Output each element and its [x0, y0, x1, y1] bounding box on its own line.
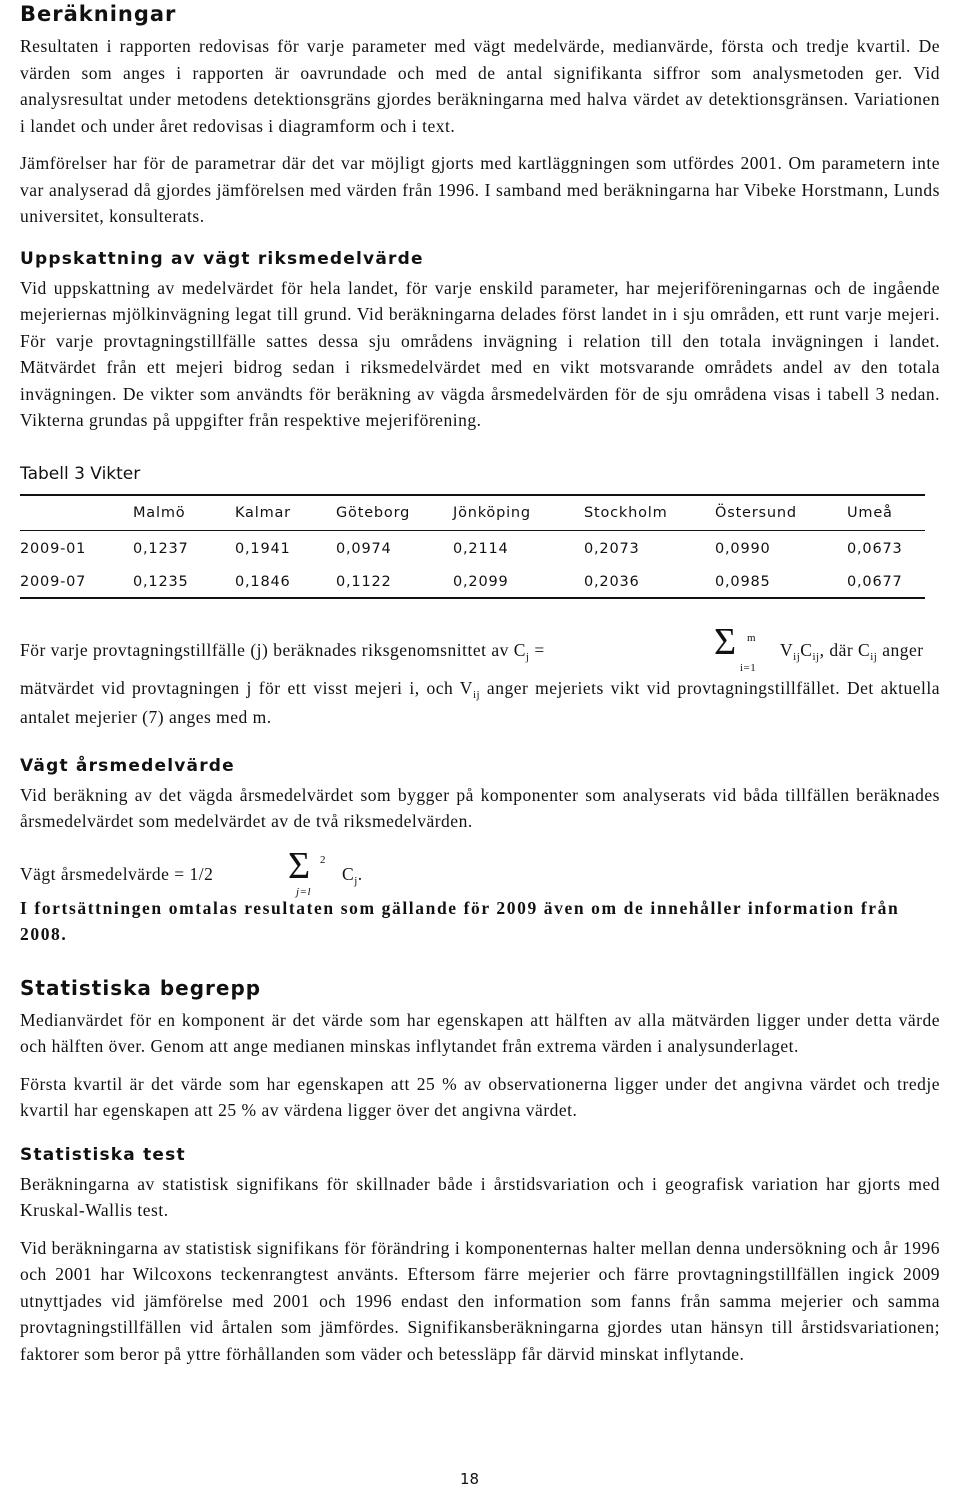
header-cell: Stockholm	[584, 504, 668, 521]
table-cell: 0,2114	[453, 540, 509, 557]
document-page	[20, 0, 940, 1367]
heading-weighted-annual-mean: Vägt årsmedelvärde	[20, 755, 235, 776]
table-cell: 2009-07	[20, 573, 87, 590]
table-cell: 0,0974	[336, 540, 392, 557]
formula-national-average	[20, 620, 940, 674]
table-cell: 0,0677	[847, 573, 903, 590]
header-cell	[20, 495, 133, 531]
sum2-upper-limit: 2	[320, 853, 326, 866]
table-row	[20, 530, 925, 567]
table-cell: 0,1846	[235, 573, 291, 590]
table-cell: 2009-01	[20, 540, 87, 557]
header-cell: Kalmar	[235, 504, 291, 521]
heading-statistical-concepts: Statistiska begrepp	[20, 975, 262, 1000]
formula1-terms: $V_{ij}C_{ij}$, där $C_{ij}$ anger	[780, 639, 924, 663]
header-cell: Malmö	[133, 504, 186, 521]
header-cell: Östersund	[715, 504, 797, 521]
table-cell: 0,2073	[584, 540, 640, 557]
paragraph-annual-mean: Vid beräkning av det vägda årsmedelvärdet som bygger på komponenter som analyserats vid båda tillfällen beräknades årsmedelvärdet som medelvärdet av de två riksmedelvärden.	[20, 784, 940, 831]
sum-lower-limit: i=1	[740, 661, 757, 674]
summation-symbol: Σ	[714, 620, 737, 663]
table-row	[20, 567, 925, 598]
table-header-row	[20, 495, 925, 531]
header-cell: Jönköping	[453, 504, 531, 521]
table-cell: 0,2099	[453, 573, 509, 590]
paragraph-kruskal-wallis: Beräkningarna av statistisk signifikans för skillnader både i årstidsvariation och i geografisk variation har gjorts med Kruskal-Wallis test.	[20, 1173, 940, 1220]
paragraph-results: Resultaten i rapporten redovisas för varje parameter med vägt medelvärde, medianvärde, första och tredje kvartil. De värden som anges i rapporten är oavrundade och med de antal signifikanta siffror som analysmetoden ger. Vid analysresultat under metodens detektionsgräns gjordes beräkningarna med halva värdet av detektionsgränsen. Variationen i landet och under året redovisas i diagramform och i text.	[20, 36, 940, 136]
paragraph-wilcoxon: Vid beräkningarna av statistisk signifikans för förändring i komponenternas halter mellan denna undersökning och år 1996 och 2001 har Wilcoxons teckenrangtest använts. Eftersom färre mejerier och färre provtagningstillfällen ingick 2009 utnyttjades vid jämförelse med 2001 och 1996 endast den information som fanns från samma mejerier och samma provtagningstillfällen vid årtalen som jämfördes. Signifikansberäkningarna gjordes utan hänsyn till årstidsvariationen; faktorer som beror på yttre förhållanden som väder och betessläpp får därvid minskat inflytande.	[20, 1237, 940, 1364]
table-cell: 0,0990	[715, 540, 771, 557]
paragraph-comparisons: Jämförelser har för de parametrar där det var möjligt gjorts med kartläggningen som utfördes 2001. Om parametern inte var analyserad då gjordes jämförelsen med värden från 1996. I samband med beräkningarna har Vibeke Horstmann, Lunds universitet, konsulterats.	[20, 153, 940, 226]
paragraph-median: Medianvärdet för en komponent är det värde som har egenskapen att hälften av alla mätvärden ligger under detta värde och hälften över. Genom att ange medianen minskas inflytandet från extrema värden i analysunderlaget.	[20, 1009, 940, 1056]
table-cell: 0,1237	[133, 540, 189, 557]
sum-upper-limit: m	[747, 631, 757, 644]
heading-weighted-national-mean: Uppskattning av vägt riksmedelvärde	[20, 248, 424, 269]
table-cell: 0,1122	[336, 573, 392, 590]
table-cell: 0,0673	[847, 540, 903, 557]
formula1-lead: För varje provtagningstillfälle (j) beräknades riksgenomsnittet av $C_j$ =	[20, 639, 545, 663]
weights-table	[20, 494, 925, 599]
heading-statistical-tests: Statistiska test	[20, 1144, 186, 1165]
table-cell: 0,0985	[715, 573, 771, 590]
header-cell: Göteborg	[336, 504, 411, 521]
summation-symbol-2: Σ	[288, 844, 311, 887]
paragraph-estimation: Vid uppskattning av medelvärdet för hela landet, för varje enskild parameter, har mejeriföreningarnas och de ingående mejeriernas mjölkinvägning legat till grund. Vid beräkningarna delades först landet in i sju områden, ett runt varje mejeri. För varje provtagningstillfälle sattes dessa sju områdens invägning i relation till den totala invägningen i landet. Mätvärdet från ett mejeri bidrog sedan i riksmedelvärdet med en vikt motsvarande områdets andel av den totala invägningen. De vikter som användts för beräkning av vägda årsmedelvärden för de sju områdena visas i tabell 3 nedan. Vikterna grundas på uppgifter från respektive mejeriförening.	[20, 277, 940, 430]
table-title: Tabell 3 Vikter	[20, 463, 141, 484]
table-cell: 0,1941	[235, 540, 291, 557]
heading-berakningar: Beräkningar	[20, 2, 177, 26]
header-cell: Umeå	[847, 504, 893, 521]
formula2-lead: Vägt årsmedelvärde = 1/2	[20, 863, 214, 884]
paragraph-formula-explanation: mätvärdet vid provtagningen j för ett visst mejeri i, och $V_{ij}$ anger mejeriets vikt vid provtagningstillfället. Det aktuella antalet mejerier (7) anges med m.	[20, 677, 940, 727]
table-cell: 0,1235	[133, 573, 189, 590]
formula-annual-mean	[20, 844, 940, 898]
paragraph-quartiles: Första kvartil är det värde som har egenskapen att 25 % av observationerna ligger under det angivna värdet och tredje kvartil har egenskapen att 25 % av värdena ligger över det angivna värdet.	[20, 1073, 940, 1120]
table-cell: 0,2036	[584, 573, 640, 590]
formula2-terms: $C_j$.	[342, 863, 363, 887]
page-number: 18	[460, 1470, 480, 1488]
bold-note: I fortsättningen omtalas resultaten som gällande för 2009 även om de innehåller information från 2008.	[20, 897, 900, 944]
sum2-lower-limit: j=l	[296, 885, 312, 898]
